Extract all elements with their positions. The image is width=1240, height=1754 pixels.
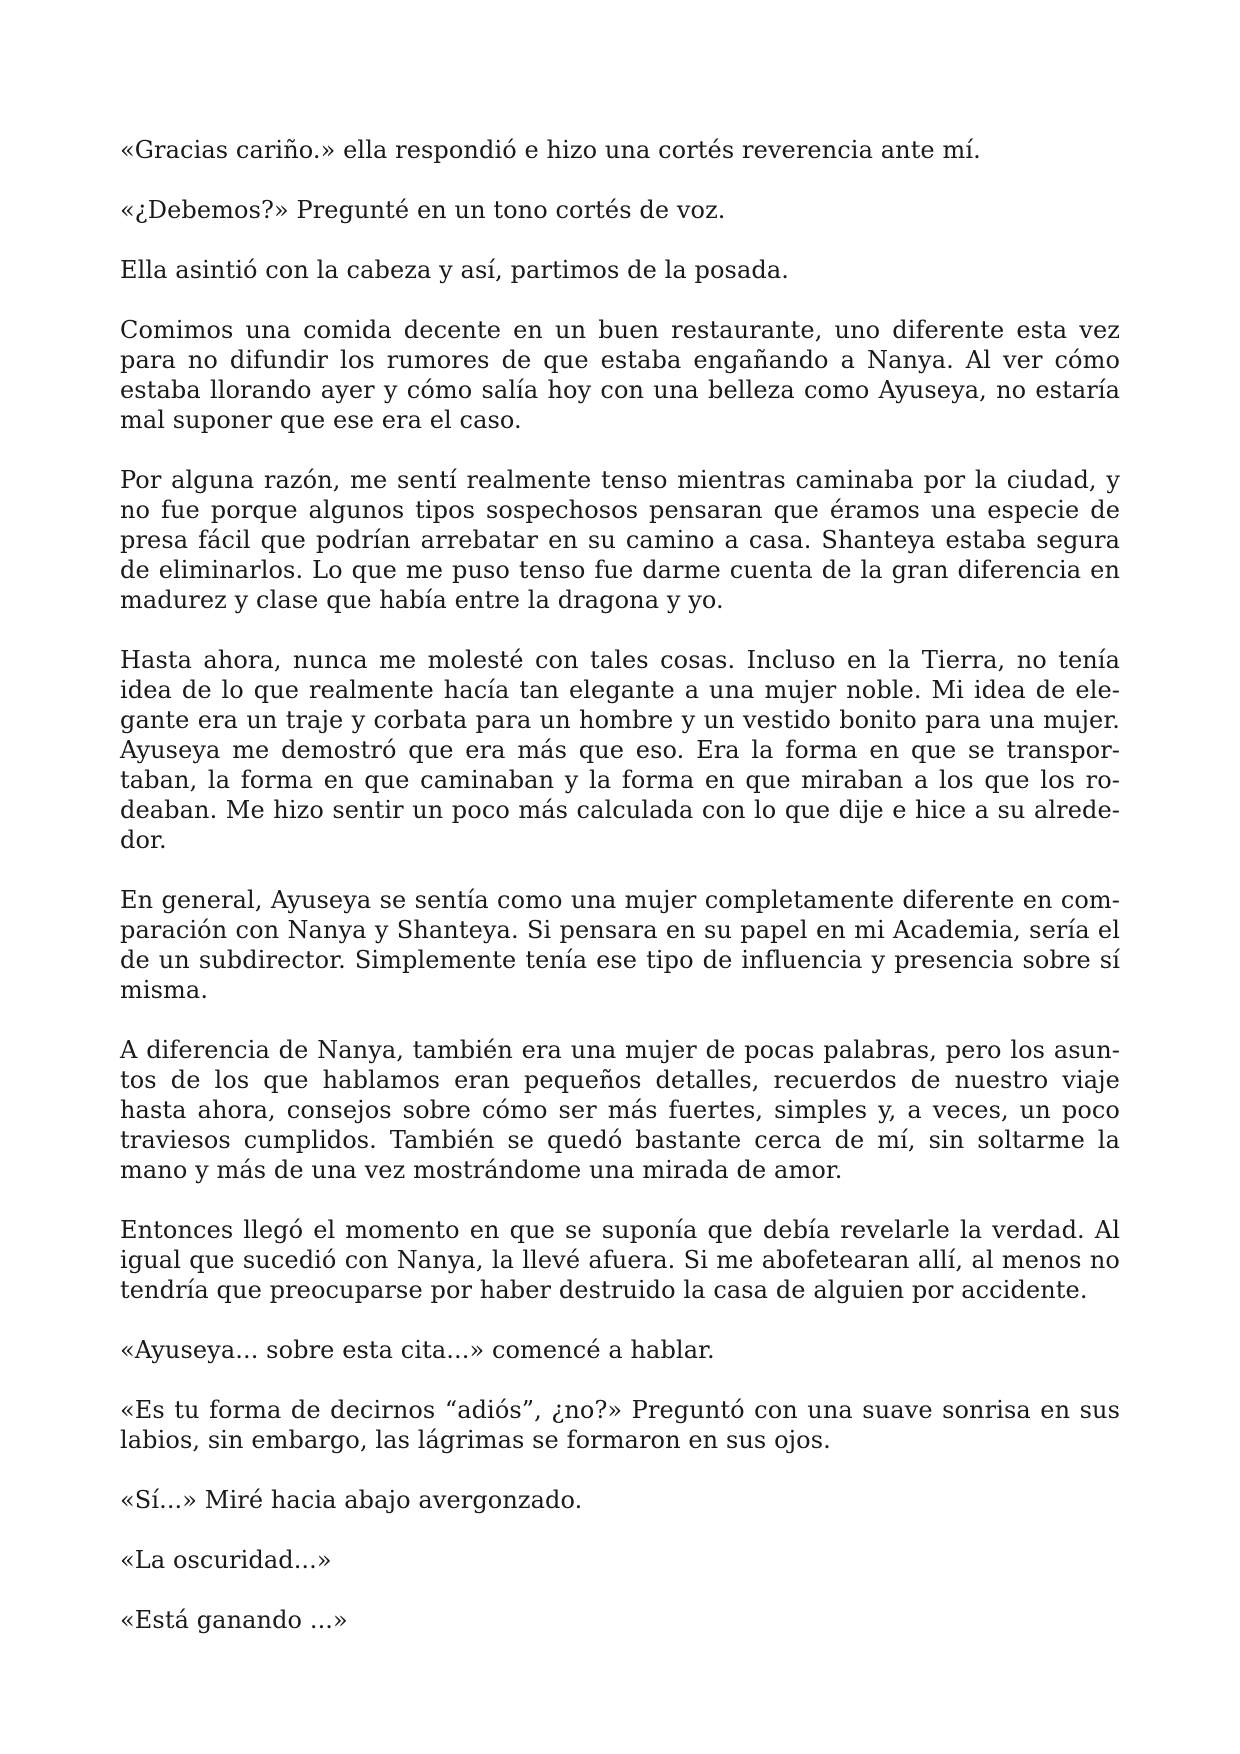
paragraph-10: «Ayuseya... sobre esta cita...» comencé a hablar. xyxy=(120,1336,715,1364)
paragraph-8: A diferencia de Nanya, también era una mujer de pocas palabras, pero los asun-tos de los que hablamos eran pequeños detalles, recuerdos de nuestro viaje hasta ahora, consejos sobre cómo ser más fuertes, simples y, a veces, un poco traviesos cumplidos. También se quedó bastante cerca de mí, sin soltarme la mano y más de una vez mostrándome una mirada de amor. xyxy=(120,1036,1120,1184)
paragraph-6: Hasta ahora, nunca me molesté con tales cosas. Incluso en la Tierra, no tenía idea de lo que realmente hacía tan elegante a una mujer noble. Mi idea de ele-gante era un traje y corbata para un hombre y un vestido bonito para una mujer. Ayuseya me demostró que era más que eso. Era la forma en que se transpor-taban, la forma en que caminaban y la forma en que miraban a los que los ro-deaban. Me hizo sentir un poco más calculada con lo que dije e hice a su alrede-dor. xyxy=(120,646,1120,854)
paragraph-7: En general, Ayuseya se sentía como una mujer completamente diferente en com-paración con Nanya y Shanteya. Si pensara en su papel en mi Academia, sería el de un subdirector. Simplemente tenía ese tipo de influencia y presencia sobre sí misma. xyxy=(120,886,1120,1004)
paragraph-11: «Es tu forma de decirnos “adiós”, ¿no?» Preguntó con una suave sonrisa en sus labios, sin embargo, las lágrimas se formaron en sus ojos. xyxy=(120,1396,1120,1454)
paragraph-1: «Gracias cariño.» ella respondió e hizo una cortés reverencia ante mí. xyxy=(120,136,981,164)
paragraph-9: Entonces llegó el momento en que se suponía que debía revelarle la verdad. Al igual que sucedió con Nanya, la llevé afuera. Si me abofetearan allí, al menos no tendría que preocuparse por haber destruido la casa de alguien por accidente. xyxy=(120,1216,1120,1304)
paragraph-5: Por alguna razón, me sentí realmente tenso mientras caminaba por la ciudad, y no fue porque algunos tipos sospechosos pensaran que éramos una especie de presa fácil que podrían arrebatar en su camino a casa. Shanteya estaba segura de eliminarlos. Lo que me puso tenso fue darme cuenta de la gran diferencia en madurez y clase que había entre la dragona y yo. xyxy=(120,466,1120,614)
paragraph-14: «Está ganando ...» xyxy=(120,1606,348,1634)
paragraph-2: «¿Debemos?» Pregunté en un tono cortés de voz. xyxy=(120,196,726,224)
paragraph-13: «La oscuridad...» xyxy=(120,1546,332,1574)
paragraph-12: «Sí...» Miré hacia abajo avergonzado. xyxy=(120,1486,583,1514)
paragraph-4: Comimos una comida decente en un buen restaurante, uno diferente esta vez para no difundir los rumores de que estaba engañando a Nanya. Al ver cómo estaba llorando ayer y cómo salía hoy con una belleza como Ayuseya, no estaría mal suponer que ese era el caso. xyxy=(120,316,1120,434)
paragraph-3: Ella asintió con la cabeza y así, partimos de la posada. xyxy=(120,256,789,284)
document-page xyxy=(120,135,1120,1665)
